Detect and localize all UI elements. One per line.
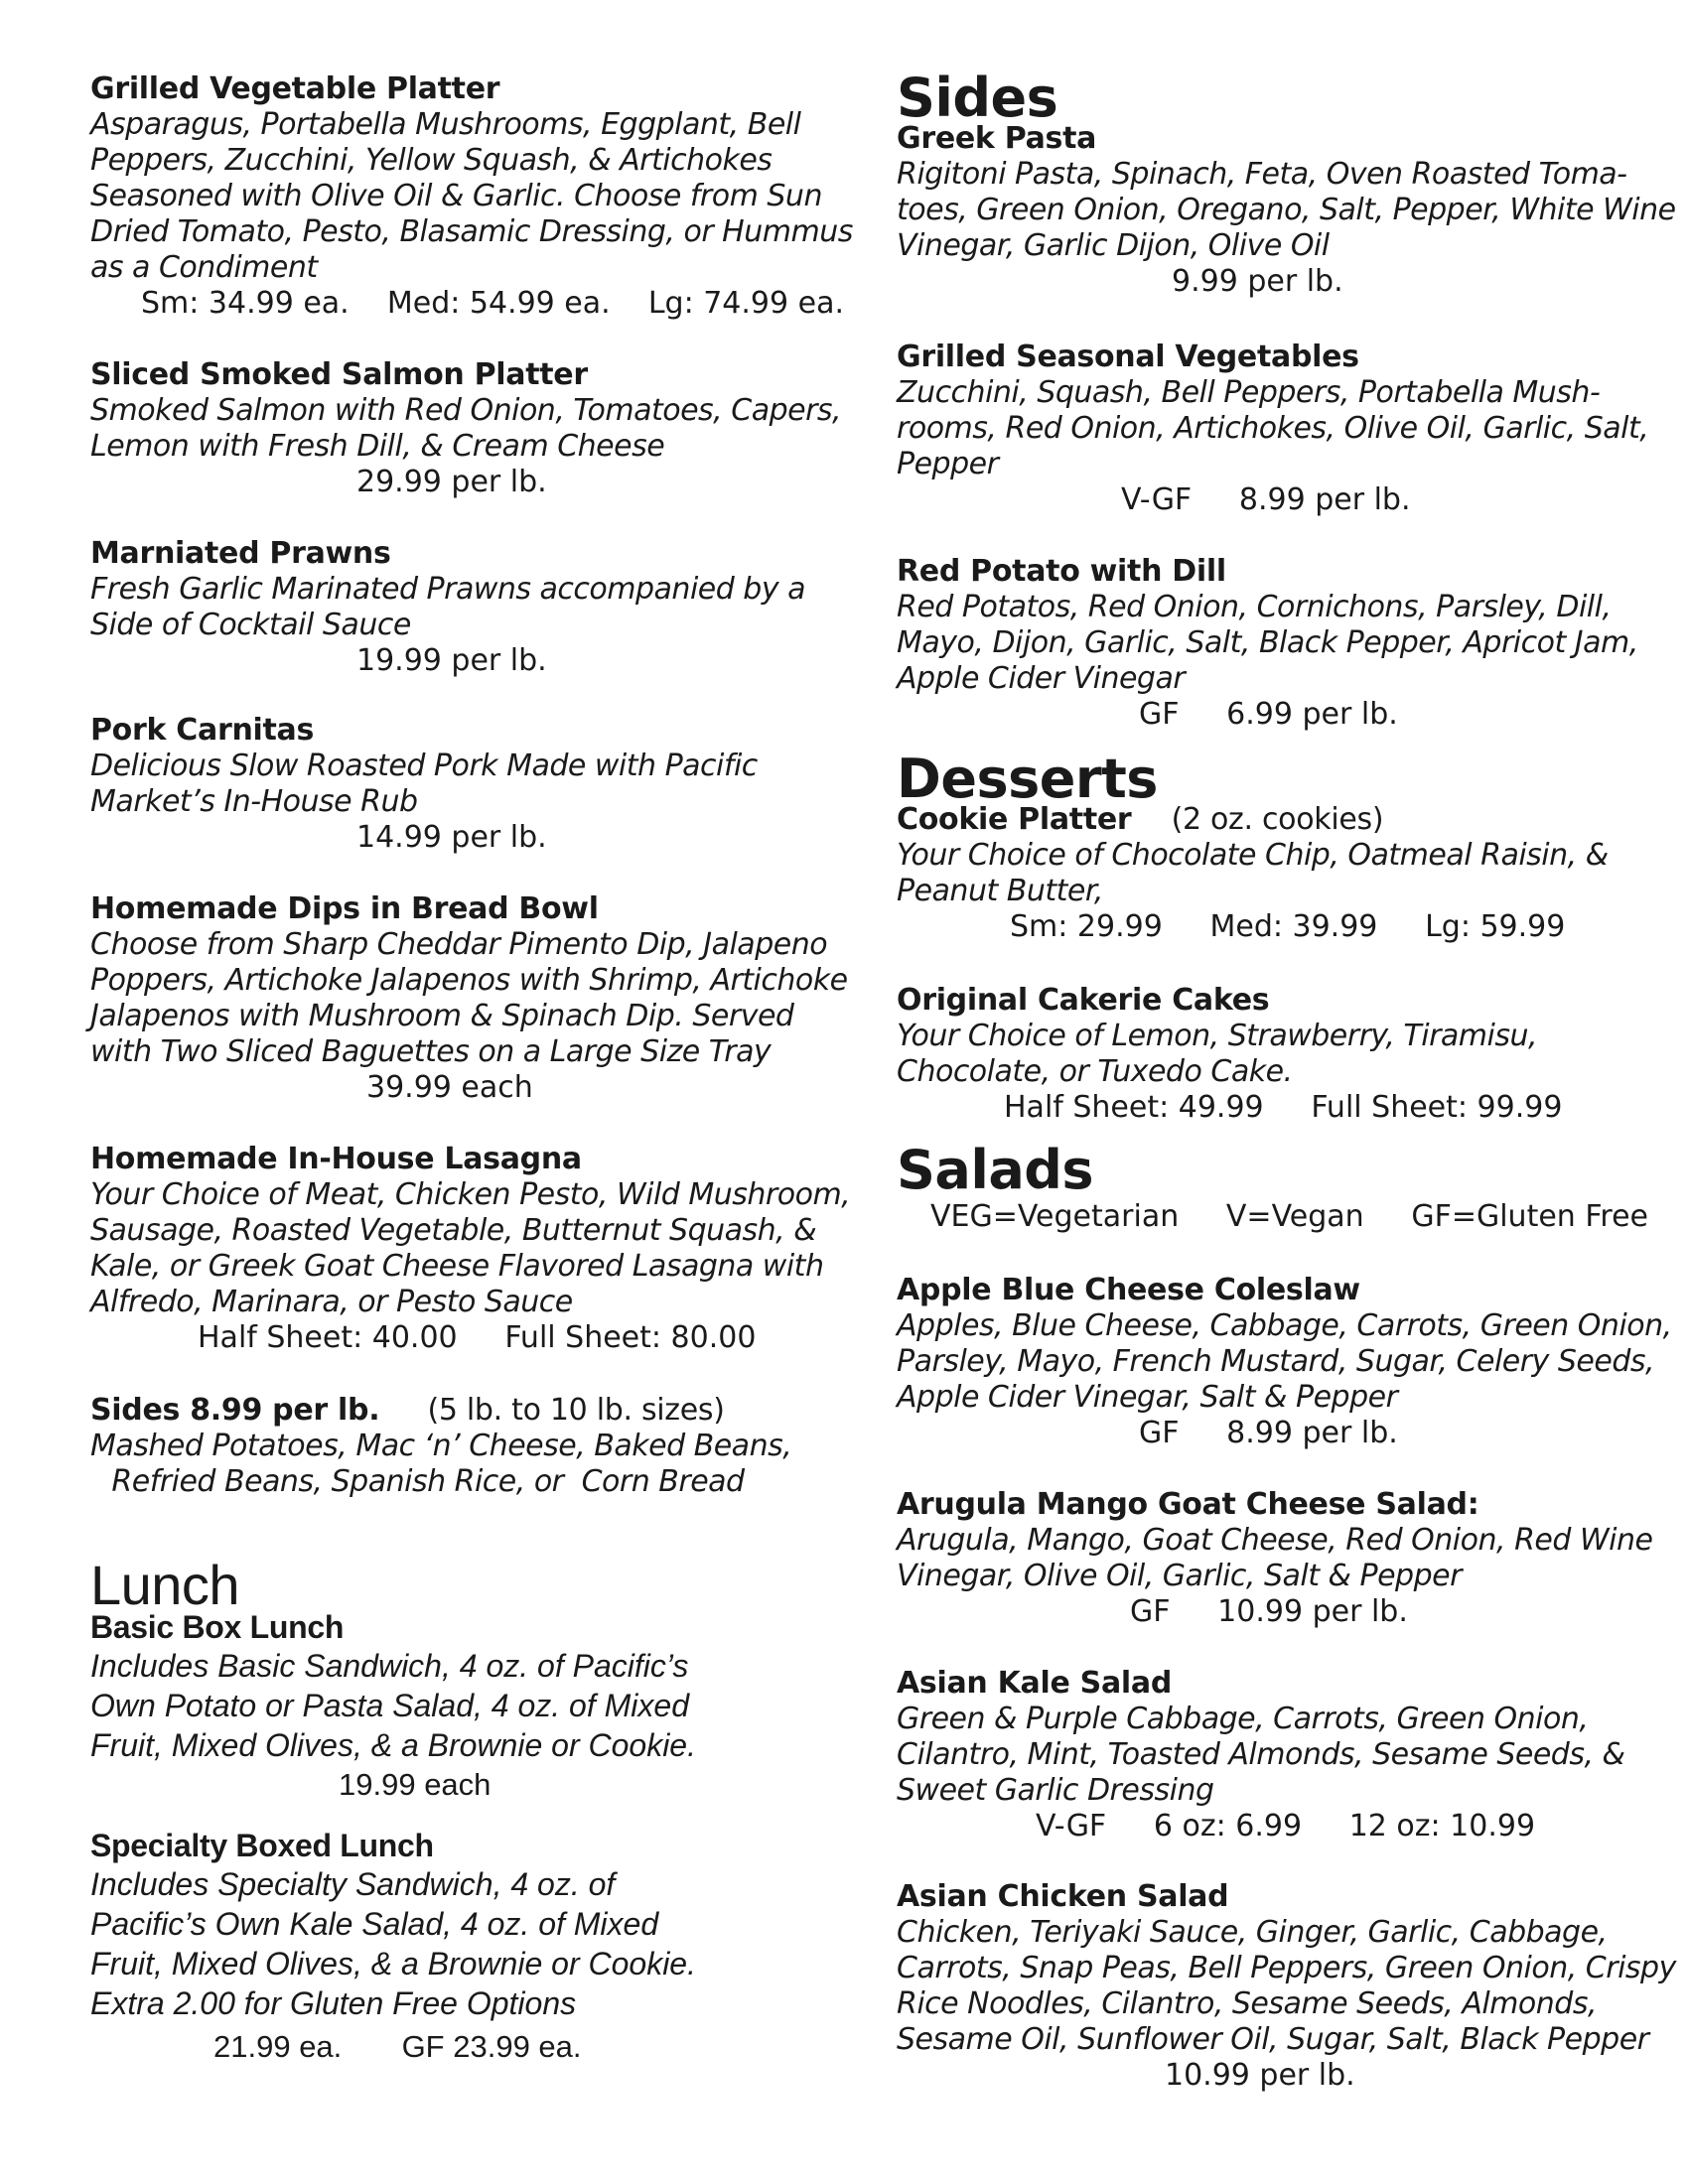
item-title: Original Cakerie Cakes bbox=[897, 983, 1270, 1018]
item-title: Apple Blue Cheese Coleslaw bbox=[897, 1273, 1360, 1307]
item-note: (5 lb. to 10 lb. sizes) bbox=[427, 1393, 725, 1428]
salads-section bbox=[897, 1139, 1649, 1235]
menu-item-lasagna bbox=[90, 1142, 851, 1356]
item-price: 21.99 ea. GF 23.99 ea. bbox=[213, 2029, 582, 2064]
item-description: Choose from Sharp Cheddar Pimento Dip, Jalapeno Poppers, Artichoke Jalapenos with Shrimp, Artichoke Jalapenos with Mushroom & Spinach Dip. Served with Two Sliced Baguettes on a Large Size Tray bbox=[90, 927, 848, 1069]
menu-item-grilled-vegetable-platter bbox=[90, 71, 853, 322]
item-description: Rigitoni Pasta, Spinach, Feta, Oven Roasted Toma- toes, Green Onion, Oregano, Salt, Pepper, White Wine Vinegar, Garlic Dijon, Olive Oil bbox=[897, 157, 1676, 263]
item-title: Homemade In-House Lasagna bbox=[90, 1142, 582, 1176]
menu-item-apple-blue-cheese-coleslaw bbox=[897, 1273, 1672, 1451]
item-description: Your Choice of Meat, Chicken Pesto, Wild Mushroom, Sausage, Roasted Vegetable, Butternut Squash, & Kale, or Greek Goat Cheese Flavored Lasagna with Alfredo, Marinara, or Pesto Sauce bbox=[90, 1177, 851, 1319]
item-price: 14.99 per lb. bbox=[356, 820, 547, 855]
sides-section bbox=[897, 67, 1676, 300]
item-description: Your Choice of Chocolate Chip, Oatmeal Raisin, & Peanut Butter, bbox=[897, 838, 1609, 908]
item-price: V-GF 6 oz: 6.99 12 oz: 10.99 bbox=[1036, 1809, 1536, 1843]
menu-item-asian-kale-salad bbox=[897, 1666, 1625, 1844]
item-price: V-GF 8.99 per lb. bbox=[1121, 482, 1411, 517]
menu-item-arugula-mango-salad bbox=[897, 1487, 1653, 1630]
menu-item-pork-carnitas bbox=[90, 713, 805, 856]
section-heading-sides: Sides bbox=[897, 67, 1058, 129]
item-price: GF 10.99 per lb. bbox=[1130, 1594, 1408, 1629]
item-description: Delicious Slow Roasted Pork Made with Pacific Market’s In-House Rub bbox=[90, 749, 758, 819]
item-title: Pork Carnitas bbox=[90, 713, 315, 748]
item-price: 29.99 per lb. bbox=[356, 465, 547, 499]
item-description: Asparagus, Portabella Mushrooms, Eggplant, Bell Peppers, Zucchini, Yellow Squash, & Artichokes Seasoned with Olive Oil & Garlic. Choose from Sun Dried Tomato, Pesto, Blasamic Dressing, or Hummus as a Condiment bbox=[90, 107, 853, 285]
menu-item-sides-per-lb bbox=[90, 1393, 805, 1500]
item-title: Homemade Dips in Bread Bowl bbox=[90, 891, 599, 926]
menu-item-grilled-seasonal-vegetables bbox=[897, 340, 1649, 518]
item-description: Your Choice of Lemon, Strawberry, Tiramisu, Chocolate, or Tuxedo Cake. bbox=[897, 1019, 1538, 1089]
item-title: Asian Kale Salad bbox=[897, 1666, 1173, 1701]
item-description: Green & Purple Cabbage, Carrots, Green Onion, Cilantro, Mint, Toasted Almonds, Sesame Seeds, & Sweet Garlic Dressing bbox=[897, 1702, 1625, 1808]
item-description: Zucchini, Squash, Bell Peppers, Portabella Mush- rooms, Red Onion, Artichokes, Olive Oil, Garlic, Salt, Pepper bbox=[897, 375, 1649, 481]
item-title: Sides 8.99 per lb. bbox=[90, 1393, 380, 1428]
item-title: Sliced Smoked Salmon Platter bbox=[90, 357, 588, 392]
item-title: Grilled Vegetable Platter bbox=[90, 71, 500, 106]
menu-item-cakerie-cakes bbox=[897, 983, 1612, 1126]
item-price: Sm: 29.99 Med: 39.99 Lg: 59.99 bbox=[1010, 909, 1566, 944]
section-heading-salads: Salads bbox=[897, 1139, 1094, 1201]
item-price: 19.99 each bbox=[339, 1767, 492, 1802]
item-description: Apples, Blue Cheese, Cabbage, Carrots, Green Onion, Parsley, Mayo, French Mustard, Sugar, Celery Seeds, Apple Cider Vinegar, Salt & Pepper bbox=[897, 1308, 1672, 1415]
item-title: Arugula Mango Goat Cheese Salad: bbox=[897, 1487, 1479, 1522]
item-title: Marniated Prawns bbox=[90, 536, 391, 571]
item-description: Red Potatos, Red Onion, Cornichons, Parsley, Dill, Mayo, Dijon, Garlic, Salt, Black Pepper, Apricot Jam, Apple Cider Vinegar bbox=[897, 590, 1638, 696]
item-price: 19.99 per lb. bbox=[356, 643, 547, 678]
item-note: (2 oz. cookies) bbox=[1171, 802, 1384, 837]
item-title: Grilled Seasonal Vegetables bbox=[897, 340, 1359, 374]
item-description: Arugula, Mango, Goat Cheese, Red Onion, Red Wine Vinegar, Olive Oil, Garlic, Salt & Pepper bbox=[897, 1523, 1653, 1593]
item-description: Fresh Garlic Marinated Prawns accompanied by a Side of Cocktail Sauce bbox=[90, 572, 806, 642]
lunch-section bbox=[90, 1554, 805, 2067]
item-description: Includes Basic Sandwich, 4 oz. of Pacific’s Own Potato or Pasta Salad, 4 oz. of Mixed Fruit, Mixed Olives, & a Brownie or Cookie. bbox=[90, 1648, 696, 1763]
menu-item-smoked-salmon-platter bbox=[90, 357, 842, 500]
section-heading-desserts: Desserts bbox=[897, 748, 1158, 810]
item-title: Specialty Boxed Lunch bbox=[90, 1828, 434, 1863]
item-description: Smoked Salmon with Red Onion, Tomatoes, Capers, Lemon with Fresh Dill, & Cream Cheese bbox=[90, 393, 842, 464]
item-title: Cookie Platter bbox=[897, 802, 1132, 837]
item-description: Mashed Potatoes, Mac ‘n’ Cheese, Baked Beans, Refried Beans, Spanish Rice, or Corn Bread bbox=[90, 1429, 792, 1499]
section-heading-lunch: Lunch bbox=[90, 1554, 240, 1616]
diet-legend: VEG=Vegetarian V=Vegan GF=Gluten Free bbox=[930, 1199, 1649, 1234]
item-price: Sm: 34.99 ea. Med: 54.99 ea. Lg: 74.99 ea. bbox=[141, 286, 845, 321]
item-description: Chicken, Teriyaki Sauce, Ginger, Garlic, Cabbage, Carrots, Snap Peas, Bell Peppers, Green Onion, Crispy Rice Noodles, Cilantro, Sesame Seeds, Almonds, Sesame Oil, Sunflower Oil, Sugar, Salt, Black Pepper bbox=[897, 1915, 1676, 2057]
item-title: Asian Chicken Salad bbox=[897, 1879, 1229, 1914]
menu-item-red-potato-dill bbox=[897, 554, 1638, 733]
menu-item-marinated-prawns bbox=[90, 536, 805, 679]
item-title: Basic Box Lunch bbox=[90, 1609, 345, 1645]
item-price: GF 8.99 per lb. bbox=[1139, 1416, 1398, 1450]
item-price: 9.99 per lb. bbox=[1172, 264, 1343, 299]
item-title: Greek Pasta bbox=[897, 121, 1097, 156]
item-title: Red Potato with Dill bbox=[897, 554, 1226, 589]
item-price: 39.99 each bbox=[366, 1070, 533, 1105]
item-price: Half Sheet: 40.00 Full Sheet: 80.00 bbox=[198, 1320, 757, 1355]
menu-item-dips-bread-bowl bbox=[90, 891, 848, 1106]
desserts-section bbox=[897, 748, 1612, 945]
menu-item-asian-chicken-salad bbox=[897, 1879, 1676, 2094]
item-description: Includes Specialty Sandwich, 4 oz. of Pacific’s Own Kale Salad, 4 oz. of Mixed Fruit, Mixed Olives, & a Brownie or Cookie. Extra 2.00 for Gluten Free Options bbox=[90, 1866, 696, 2021]
item-price: GF 6.99 per lb. bbox=[1139, 697, 1398, 732]
item-price: 10.99 per lb. bbox=[1165, 2058, 1355, 2093]
item-price: Half Sheet: 49.99 Full Sheet: 99.99 bbox=[1004, 1090, 1563, 1125]
